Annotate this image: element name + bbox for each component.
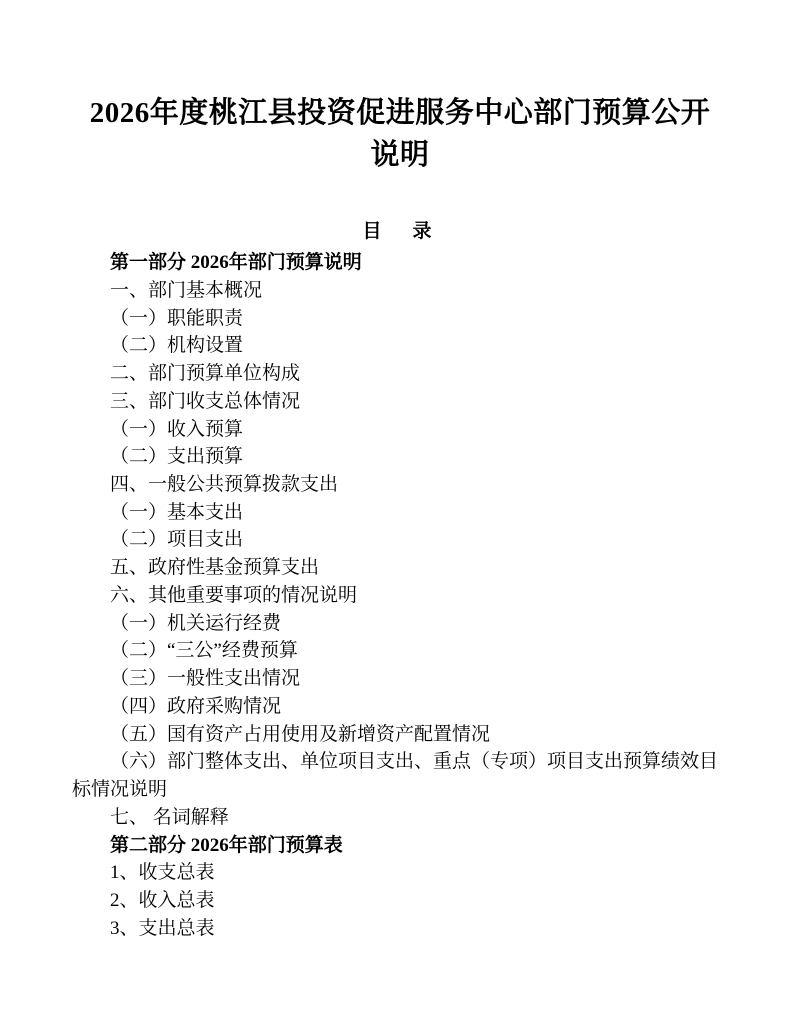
list-item: 五、政府性基金预算支出 <box>110 557 320 579</box>
list-item: （二）支出预算 <box>110 446 244 468</box>
page-title: 2026年度桃江县投资促进服务中心部门预算公开说明 <box>89 97 711 172</box>
list-item: （三）一般性支出情况 <box>110 668 301 690</box>
list-item: 七、 名词解释 <box>110 806 229 828</box>
list-item: 一、部门基本概况 <box>110 279 263 301</box>
list-item: （六）部门整体支出、单位项目支出、重点（专项）项目支出预算绩效目标情况说明 <box>72 751 719 801</box>
list-item: 二、部门预算单位构成 <box>110 363 301 385</box>
list-item: 第一部分 2026年部门预算说明 <box>110 252 362 274</box>
list-item: 3、支出总表 <box>110 917 215 939</box>
toc-heading: 目 录 <box>362 221 438 243</box>
list-item: 四、一般公共预算拨款支出 <box>110 473 339 495</box>
list-item: （一）职能职责 <box>110 307 244 329</box>
list-item: 第二部分 2026年部门预算表 <box>110 834 343 856</box>
list-item: 1、收支总表 <box>110 862 215 884</box>
list-item: 2、收入总表 <box>110 889 215 911</box>
list-item: （一）基本支出 <box>110 501 244 523</box>
list-item: 三、部门收支总体情况 <box>110 390 301 412</box>
list-item: （一）收入预算 <box>110 418 244 440</box>
list-item: （五）国有资产占用使用及新增资产配置情况 <box>110 723 491 745</box>
list-item: （一）机关运行经费 <box>110 612 282 634</box>
list-item: 六、其他重要事项的情况说明 <box>110 584 358 606</box>
list-item: （二）机构设置 <box>110 335 244 357</box>
table-of-contents <box>72 249 728 942</box>
list-item: （二）“三公”经费预算 <box>110 640 298 662</box>
list-item: （四）政府采购情况 <box>110 695 282 717</box>
list-item: （二）项目支出 <box>110 529 244 551</box>
